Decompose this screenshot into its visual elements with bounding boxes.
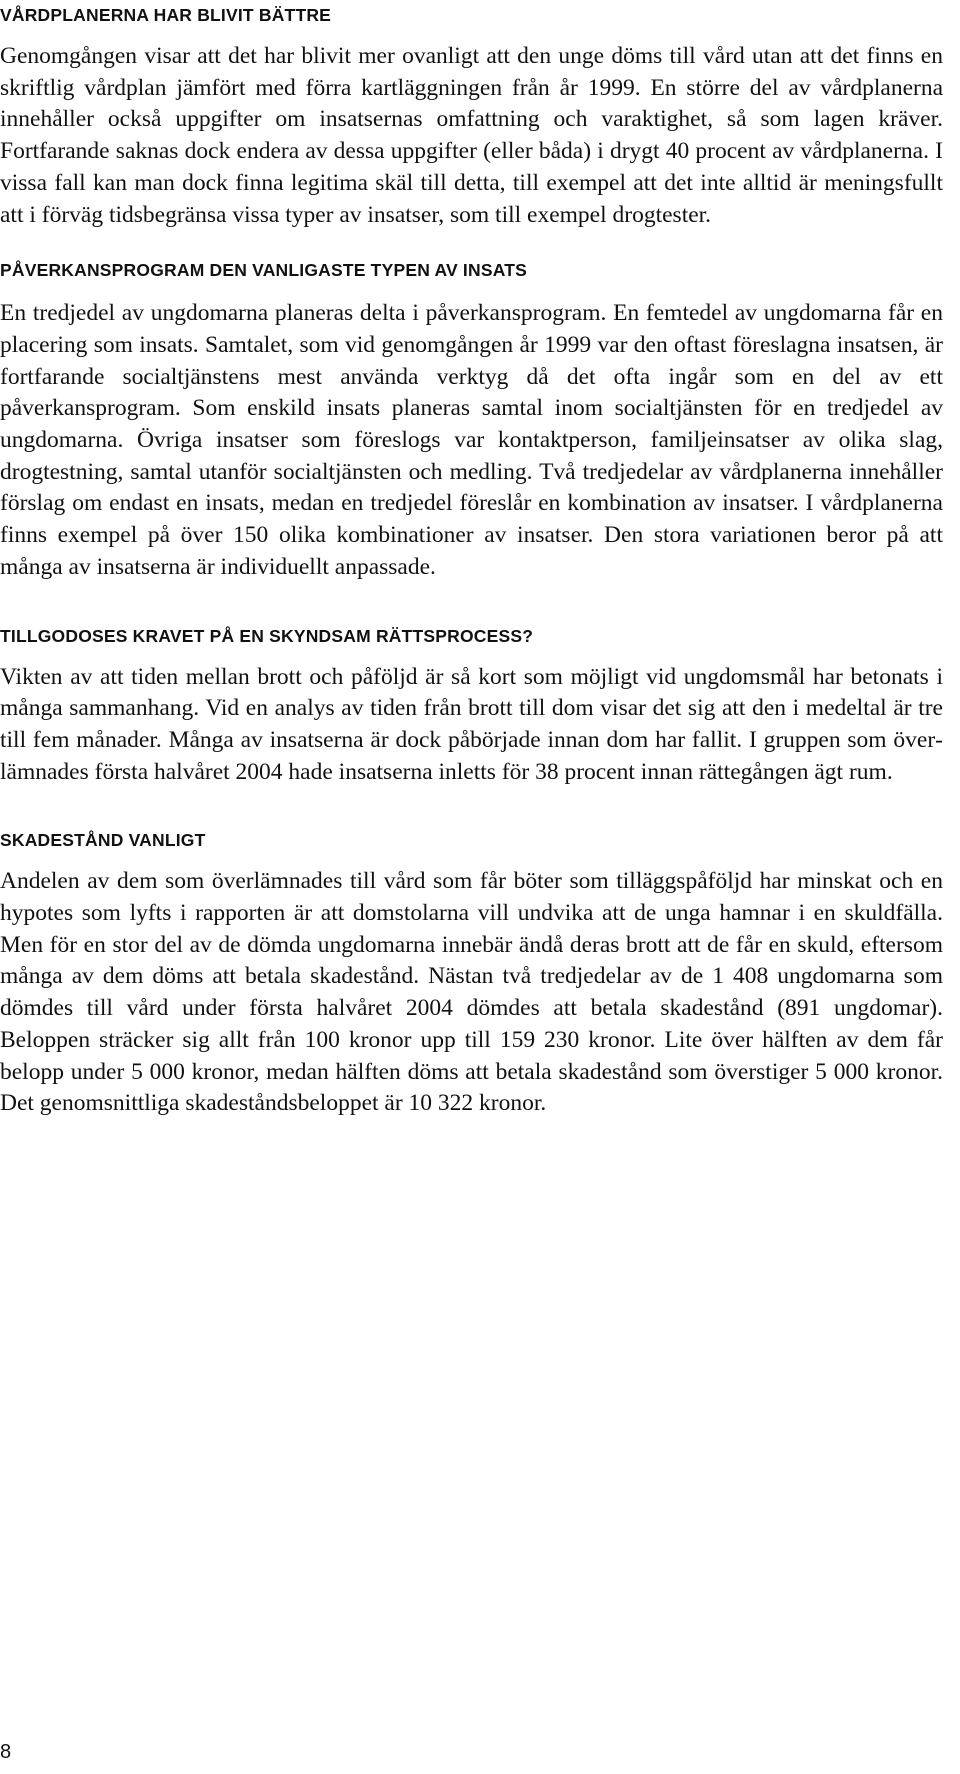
section-heading: PÅVERKANSPROGRAM DEN VANLIGASTE TYPEN AV INSATS <box>0 260 527 281</box>
section-rattsprocess <box>0 626 943 789</box>
section-vardplanerna <box>0 5 943 231</box>
section-paverkansprogram <box>0 260 943 583</box>
page-content <box>0 5 943 1120</box>
section-body: En tredjedel av ungdomarna planeras delta i påverkansprogram. En femtedel av ungdomarna får en placering som insats. Samtalet, som vid genomgången år 1999 var den oftast föreslagna insatsen, är fortfarande socialtjänstens mest använda verktyg då det ofta ingår som en del av ett påverkansprogram. Som enskild insats planeras samtal inom socialtjänsten för en tredjedel av ungdomarna. Övriga insatser som föreslogs var kontaktperson, familjeinsatser av olika slag, drogtestning, samtal utanför socialtjänsten och medling. Två tredjedelar av vårdplanerna innehåller förslag om endast en insats, medan en tredjedel föreslår en kombination av insatser. I vårdplanerna finns exempel på över 150 olika kombinationer av insatser. Den stora variationen beror på att många av insatserna är individuellt anpassade. <box>0 300 943 580</box>
section-body: Vikten av att tiden mellan brott och påföljd är så kort som möjligt vid ungdomsmål har betonats i många sammanhang. Vid en analys av tiden från brott till dom visar det sig att den i medeltal är tre till fem månader. Många av insatserna är dock påbörjade innan dom har fallit. I gruppen som överlämnades första halvåret 2004 hade insatserna inletts för 38 procent innan rättegången ägt rum. <box>0 663 943 785</box>
page-number: 8 <box>0 1741 12 1763</box>
section-heading: TILLGODOSES KRAVET PÅ EN SKYNDSAM RÄTTSPROCESS? <box>0 625 534 646</box>
section-heading: VÅRDPLANERNA HAR BLIVIT BÄTTRE <box>0 5 332 25</box>
section-skadestand <box>0 830 943 1120</box>
section-heading: SKADESTÅND VANLIGT <box>0 830 206 851</box>
section-body: Andelen av dem som överlämnades till vård som får böter som tilläggspåföljd har minskat och en hypotes som lyfts i rapporten är att domstolarna vill undvika att de unga hamnar i en skuldfälla. Men för en stor del av de dömda ungdomarna innebär ändå deras brott att de får en skuld, eftersom många av dem döms att betala skadestånd. Nästan två tredjedelar av de 1 408 ungdomarna som dömdes till vård under första halvåret 2004 dömdes att betala skadestånd (891 ungdomar). Beloppen sträcker sig allt från 100 kronor upp till 159 230 kronor. Lite över hälften av dem får belopp under 5 000 kronor, medan hälften döms att betala skadestånd som överstiger 5 000 kronor. Det genomsnittliga skadeståndsbeloppet är 10 322 kronor. <box>0 868 943 1117</box>
section-body: Genomgången visar att det har blivit mer ovanligt att den unge döms till vård utan att det finns en skriftlig vårdplan jämfört med förra kartläggningen från år 1999. En större del av vårdplanerna innehåller också uppgifter om insatsernas omfattning och varaktighet, så som lagen kräver. Fortfarande saknas dock endera av dessa uppgifter (eller båda) i drygt 40 procent av vårdplanerna. I vissa fall kan man dock finna legitima skäl till detta, till exempel att det inte alltid är meningsfullt att i förväg tidsbegränsa vissa typer av insatser, som till exempel drogtester. <box>0 43 943 228</box>
